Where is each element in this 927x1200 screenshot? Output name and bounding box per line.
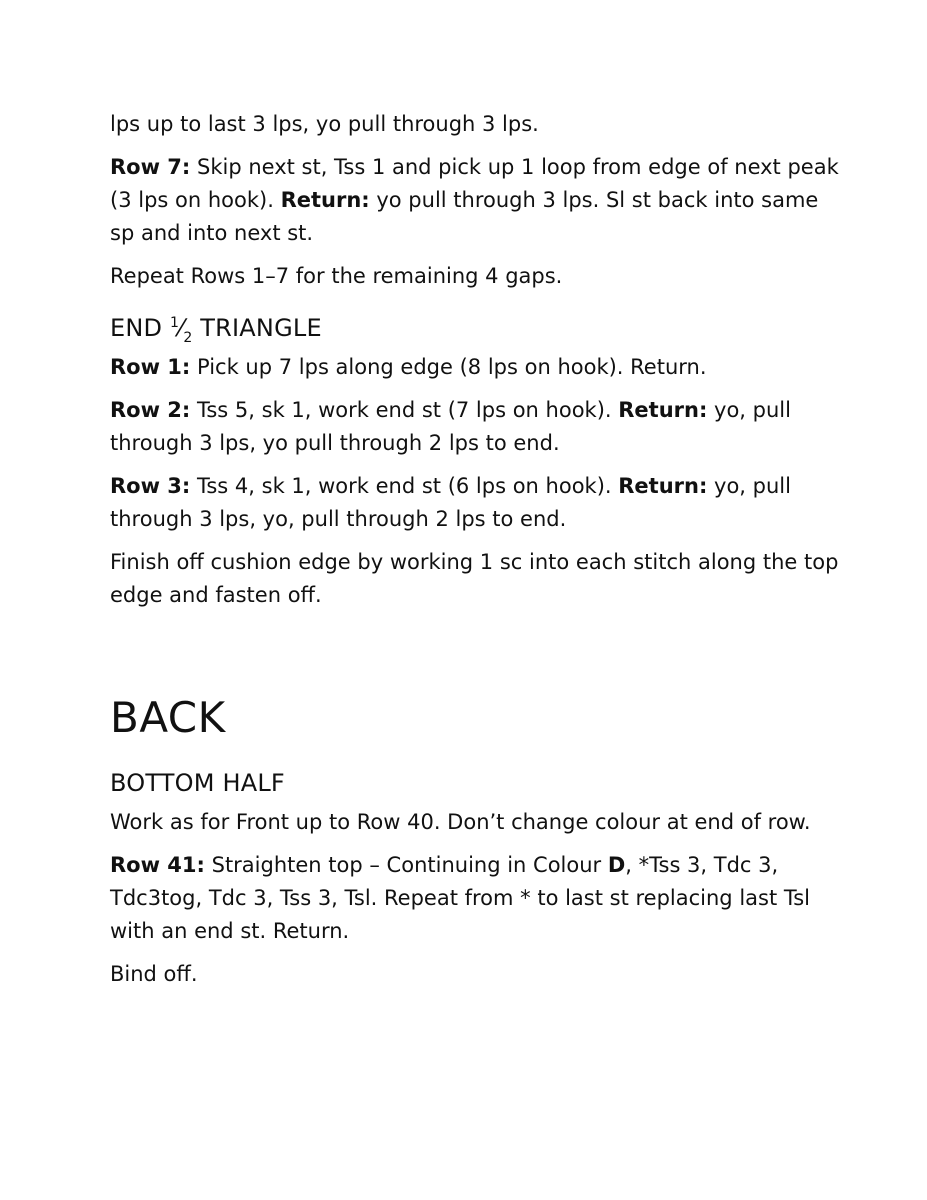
repeat-instruction: Repeat Rows 1–7 for the remaining 4 gaps. [110, 264, 563, 288]
row-7-return-label: Return: [280, 188, 370, 212]
bottom-half-heading: BOTTOM HALF [110, 769, 285, 797]
work-as-front-instruction: Work as for Front up to Row 40. Don’t change colour at end of row. [110, 810, 811, 834]
row-41-label: Row 41: [110, 853, 205, 877]
end-row-2-text-1: Tss 5, sk 1, work end st (7 lps on hook). [190, 398, 619, 422]
row-7-label: Row 7: [110, 155, 191, 179]
end-row-3-instruction [110, 470, 840, 536]
end-row-2-return-label: Return: [618, 398, 708, 422]
continuation-paragraph: lps up to last 3 lps, yo pull through 3 lps. [110, 112, 539, 136]
end-row-3-text-1: Tss 4, sk 1, work end st (6 lps on hook). [190, 474, 619, 498]
end-row-3-label: Row 3: [110, 474, 191, 498]
end-row-3-return-label: Return: [618, 474, 708, 498]
end-row-3-text-2: yo, pull through 3 lps, yo, pull through 2 lps to end. [110, 474, 791, 531]
end-row-2-text-2: yo, pull through 3 lps, yo pull through 2 lps to end. [110, 398, 791, 455]
row-41-colour: D [607, 853, 626, 877]
end-row-1-text: Pick up 7 lps along edge (8 lps on hook). Return. [190, 355, 707, 379]
end-triangle-suffix: TRIANGLE [192, 314, 322, 342]
fraction-numerator: 1 [170, 315, 180, 331]
end-row-1-instruction [110, 351, 840, 384]
end-row-1-label: Row 1: [110, 355, 191, 379]
fraction-slash: ⁄ [179, 314, 184, 342]
end-row-2-instruction [110, 394, 840, 460]
row-41-text-1: Straighten top – Continuing in Colour [204, 853, 608, 877]
back-heading: BACK [110, 693, 226, 742]
row-7-text-1: Skip next st, Tss 1 and pick up 1 loop from edge of next peak (3 lps on hook). [110, 155, 839, 212]
end-row-2-label: Row 2: [110, 398, 191, 422]
row-41-instruction [110, 849, 840, 948]
end-triangle-prefix: END [110, 314, 171, 342]
finish-instruction: Finish off cushion edge by working 1 sc into each stitch along the top edge and fasten off. [110, 550, 839, 607]
row-7-text-2: yo pull through 3 lps. Sl st back into same sp and into next st. [110, 188, 819, 245]
document-page [110, 108, 840, 1001]
end-half-triangle-heading [110, 313, 840, 346]
half-fraction [170, 314, 193, 346]
fraction-denominator: 2 [183, 329, 193, 346]
row-7-instruction [110, 151, 840, 250]
bind-off-instruction: Bind off. [110, 962, 198, 986]
row-41-text-2: , *Tss 3, Tdc 3, Tdc3tog, Tdc 3, Tss 3, Tsl. Repeat from * to last st replacing last Tsl with an end st. Return. [110, 853, 810, 943]
